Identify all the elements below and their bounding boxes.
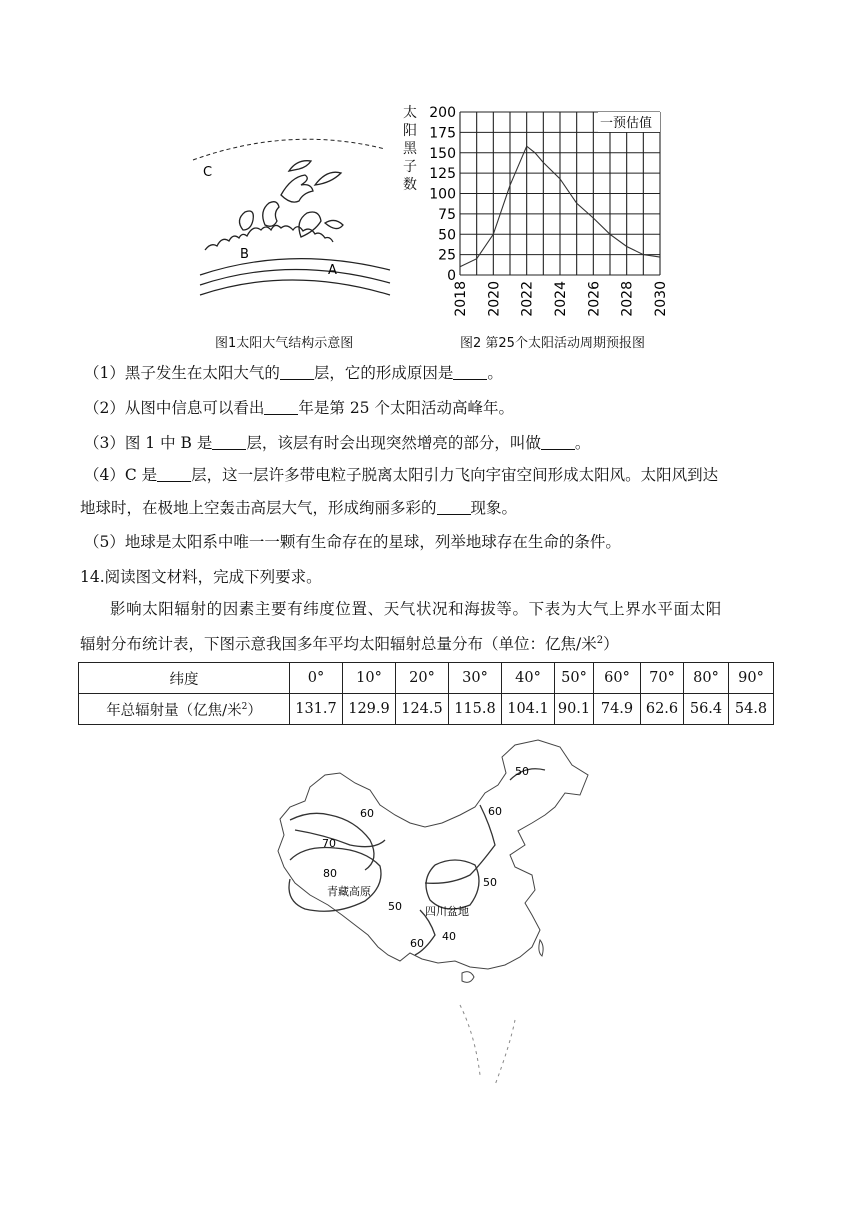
table-row-latitude	[79, 663, 774, 694]
question-1: （1）黑子发生在太阳大气的 层，它的形成原因是 。	[84, 364, 503, 382]
lat-cell: 20°	[396, 663, 449, 694]
value-cell: 62.6	[641, 694, 684, 725]
sunspot-chart	[420, 104, 675, 326]
label-a: A	[328, 263, 337, 278]
isoline-label: 40	[442, 930, 456, 943]
ylabel-char: 太	[403, 105, 417, 121]
table-row-radiation	[79, 694, 774, 725]
figure2-caption: 图2 第25个太阳活动周期预报图	[460, 336, 645, 351]
y-tick-label: 125	[429, 166, 456, 183]
lat-cell: 10°	[343, 663, 396, 694]
x-tick-label: 2018	[453, 281, 469, 317]
y-tick-label: 25	[438, 247, 456, 264]
x-tick-label: 2028	[619, 281, 636, 317]
radiation-table	[78, 662, 774, 725]
chromosphere-boundary	[200, 259, 390, 275]
answer-blank[interactable]	[280, 363, 314, 380]
y-tick-label: 175	[429, 125, 456, 142]
header-radiation: 年总辐射量（亿焦/米$^2$）	[79, 694, 290, 725]
y-tick-label: 100	[429, 186, 456, 203]
x-tick-label: 2024	[553, 281, 569, 317]
y-tick-label: 0	[447, 268, 456, 284]
hainan-island	[462, 972, 474, 983]
question-2: （2）从图中信息可以看出 年是第 25 个太阳活动高峰年。	[84, 399, 514, 417]
lat-cell: 40°	[502, 663, 555, 694]
lat-cell: 80°	[684, 663, 729, 694]
lat-cell: 70°	[641, 663, 684, 694]
y-tick-label: 50	[438, 227, 456, 244]
figure1-diagram	[185, 125, 395, 305]
figure2-ylabel	[402, 104, 418, 194]
lat-cell: 0°	[290, 663, 343, 694]
isolines	[289, 769, 545, 955]
answer-blank[interactable]	[212, 433, 246, 450]
legend-label: 一预估值	[600, 116, 653, 131]
x-tick-label: 2022	[519, 281, 536, 317]
figure1-caption: 图1太阳大气结构示意图	[215, 336, 354, 351]
china-outline	[278, 740, 588, 969]
isoline-label: 60	[410, 937, 424, 950]
q14-line1: 影响太阳辐射的因素主要有纬度位置、天气状况和海拔等。下表为大气上界水平面太阳	[110, 600, 722, 618]
value-cell: 124.5	[396, 694, 449, 725]
q14-title: 14.阅读图文材料，完成下列要求。	[80, 568, 322, 586]
isoline-label: 70	[322, 837, 336, 850]
question-5: （5）地球是太阳系中唯一一颗有生命存在的星球，列举地球存在生命的条件。	[84, 533, 621, 551]
answer-blank[interactable]	[453, 363, 487, 380]
value-cell: 115.8	[449, 694, 502, 725]
lat-cell: 60°	[594, 663, 641, 694]
south-china-sea-islands	[460, 1005, 515, 1085]
value-cell: 129.9	[343, 694, 396, 725]
header-latitude: 纬度	[79, 663, 290, 694]
y-tick-label: 75	[438, 206, 456, 223]
value-cell: 54.8	[729, 694, 774, 725]
label-b: B	[240, 247, 249, 262]
value-cell: 104.1	[502, 694, 555, 725]
lat-cell: 90°	[729, 663, 774, 694]
x-tick-label: 2026	[586, 281, 603, 317]
label-c: C	[203, 165, 213, 180]
y-tick-label: 150	[429, 145, 456, 162]
taiwan-island	[539, 940, 543, 956]
x-tick-labels	[453, 281, 669, 317]
lat-cell: 50°	[555, 663, 594, 694]
region-label-tibet: 青藏高原	[327, 885, 371, 898]
answer-blank[interactable]	[437, 498, 471, 515]
isoline-label: 60	[360, 807, 374, 820]
isoline-label: 50	[515, 765, 529, 778]
isoline-label: 60	[488, 805, 502, 818]
isoline-label: 50	[388, 900, 402, 913]
ylabel-char: 黑	[403, 141, 417, 157]
isoline-label: 80	[323, 867, 337, 880]
value-cell: 56.4	[684, 694, 729, 725]
value-cell: 74.9	[594, 694, 641, 725]
ylabel-char: 数	[403, 177, 417, 193]
q14-line2: 辐射分布统计表，下图示意我国多年平均太阳辐射总量分布（单位：亿焦/米$^2$）	[80, 635, 619, 654]
value-cell: 90.1	[555, 694, 594, 725]
lat-cell: 30°	[449, 663, 502, 694]
x-tick-label: 2030	[653, 281, 669, 317]
photosphere-inner	[200, 280, 390, 295]
ylabel-char: 阳	[403, 123, 417, 139]
answer-blank[interactable]	[157, 465, 191, 482]
question-4: （4）C 是 层，这一层许多带电粒子脱离太阳引力飞向宇宙空间形成太阳风。太阳风到达	[84, 466, 719, 484]
answer-blank[interactable]	[541, 433, 575, 450]
y-tick-label: 200	[429, 105, 456, 121]
y-tick-labels	[429, 105, 456, 284]
china-radiation-map	[270, 735, 600, 1105]
corona-boundary	[193, 139, 385, 160]
answer-blank[interactable]	[264, 398, 298, 415]
x-tick-label: 2020	[486, 281, 503, 317]
question-4-cont: 地球时，在极地上空轰击高层大气，形成绚丽多彩的 现象。	[80, 499, 518, 517]
region-label-sichuan: 四川盆地	[425, 905, 469, 918]
ylabel-char: 子	[403, 159, 417, 175]
chart-grid	[460, 112, 660, 275]
isoline-label: 50	[483, 876, 497, 889]
prominence-shapes	[205, 161, 343, 250]
question-3: （3）图 1 中 B 是 层，该层有时会出现突然增亮的部分，叫做 。	[84, 434, 591, 452]
photosphere-outer	[200, 269, 390, 285]
value-cell: 131.7	[290, 694, 343, 725]
